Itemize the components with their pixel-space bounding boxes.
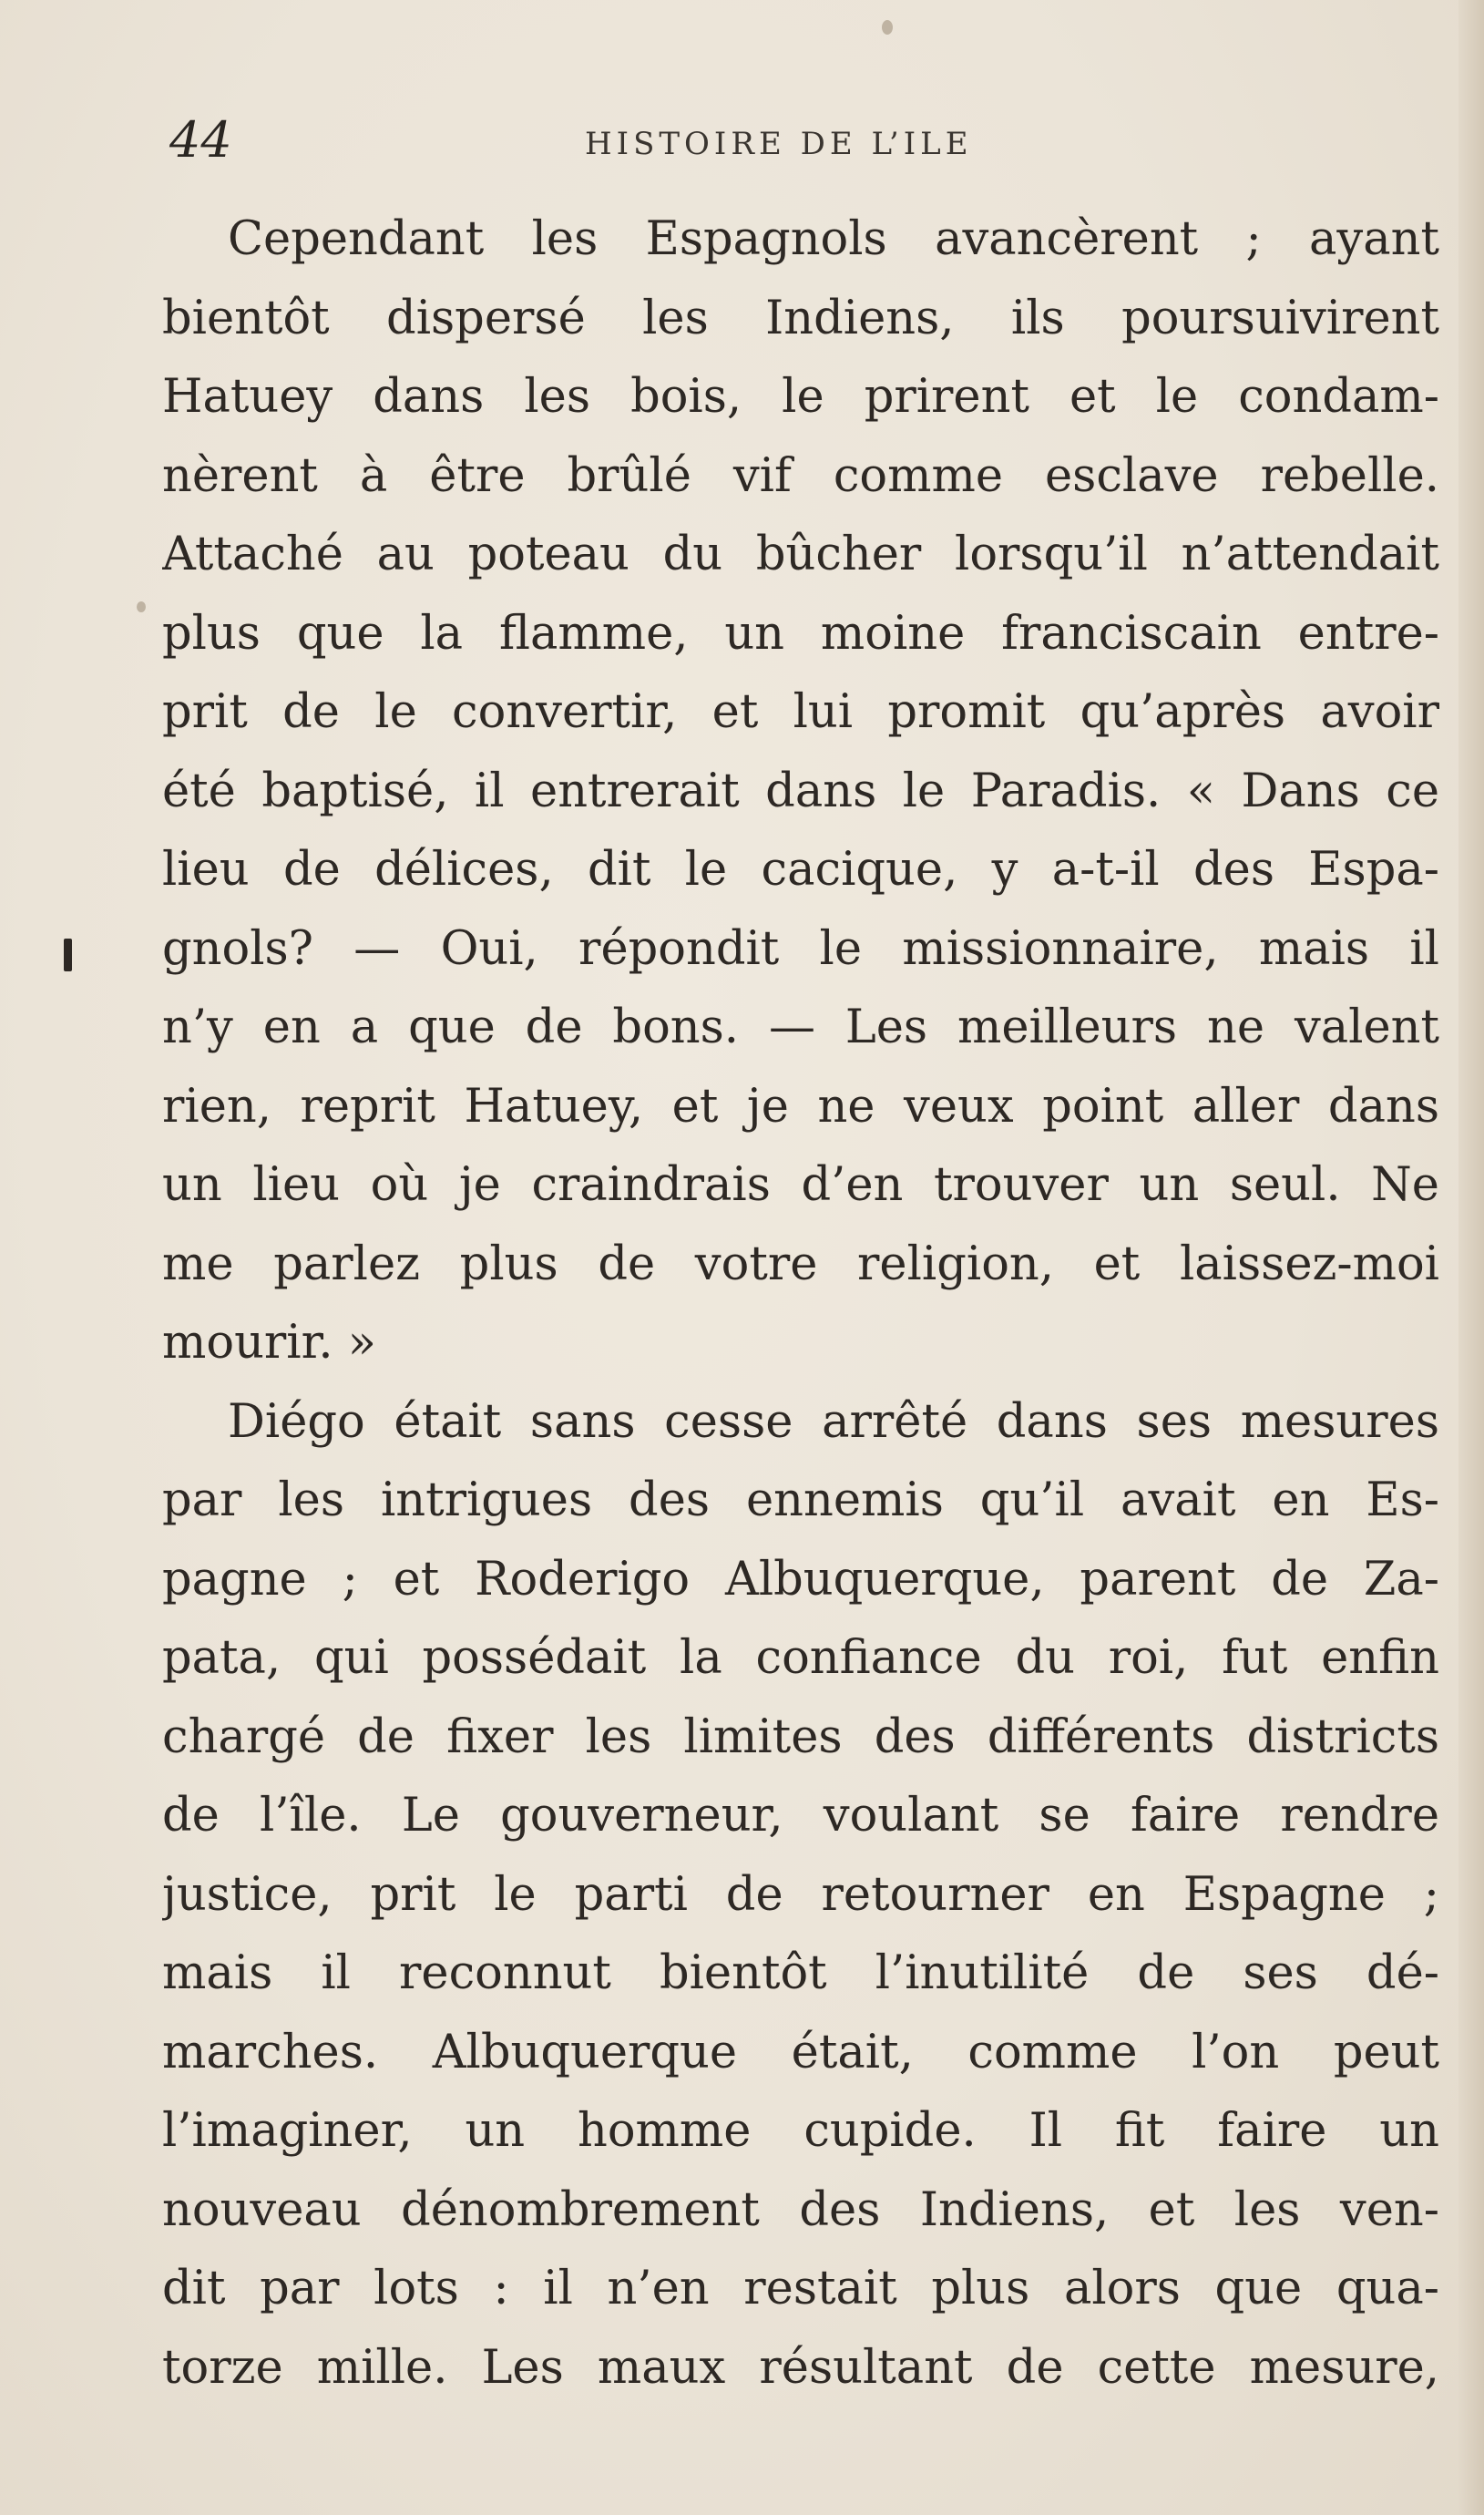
text-line: été baptisé, il entrerait dans le Paradis. « Dans ce [162,764,1439,818]
running-title: HISTOIRE DE L’ILE [585,126,973,162]
text-line: Diégo était sans cesse arrêté dans ses mesures [228,1394,1439,1449]
text-line: prit de le convertir, et lui promit qu’après avoir [162,685,1439,739]
text-line: de l’île. Le gouverneur, voulant se faire rendre [162,1789,1439,1843]
body-text [162,200,1439,2407]
text-line: n’y en a que de bons. — Les meilleurs ne valent [162,1001,1439,1054]
text-line: rien, reprit Hatuey, et je ne veux point aller dans [162,1079,1439,1134]
page-edge [1458,0,1484,2515]
text-line: me parlez plus de votre religion, et laissez-moi [162,1237,1439,1291]
text-line: lieu de délices, dit le cacique, y a-t-il des Espa- [162,843,1439,897]
text-line: pagne ; et Roderigo Albuquerque, parent de Za- [162,1552,1439,1607]
page-number: 44 [169,111,232,169]
text-line: bientôt dispersé les Indiens, ils poursuivirent [162,291,1439,345]
text-line: un lieu où je craindrais d’en trouver un seul. Ne [162,1158,1439,1212]
text-line: torze mille. Les maux résultant de cette mesure, [162,2340,1439,2395]
text-line: gnols? — Oui, répondit le missionnaire, mais il [162,921,1439,976]
text-line: Cependant les Espagnols avancèrent ; ayant [228,212,1439,266]
text-line: nèrent à être brûlé vif comme esclave rebelle. [162,448,1439,503]
text-line: marches. Albuquerque était, comme l’on peut [162,2025,1439,2079]
ink-speck [882,20,893,35]
text-line: pata, qui possédait la confiance du roi, fut enfin [162,1631,1439,1685]
text-line: mourir. » [162,1316,377,1370]
margin-mark [64,939,72,971]
ink-speck [137,601,146,612]
text-line: Attaché au poteau du bûcher lorsqu’il n’attendait [162,528,1439,581]
text-line: mais il reconnut bientôt l’inutilité de ses dé- [162,1946,1439,2000]
text-line: plus que la flamme, un moine franciscain entre- [162,606,1439,661]
text-line: justice, prit le parti de retourner en Espagne ; [162,1867,1439,1922]
text-line: l’imaginer, un homme cupide. Il fit faire un [162,2104,1439,2158]
text-line: nouveau dénombrement des Indiens, et les ven- [162,2182,1439,2237]
text-line: Hatuey dans les bois, le prirent et le condam- [162,370,1439,424]
running-head [164,108,1484,171]
text-line: par les intrigues des ennemis qu’il avait en Es- [162,1473,1439,1527]
text-line: chargé de fixer les limites des différents districts [162,1709,1439,1764]
text-line: dit par lots : il n’en restait plus alors que qua- [162,2262,1439,2315]
